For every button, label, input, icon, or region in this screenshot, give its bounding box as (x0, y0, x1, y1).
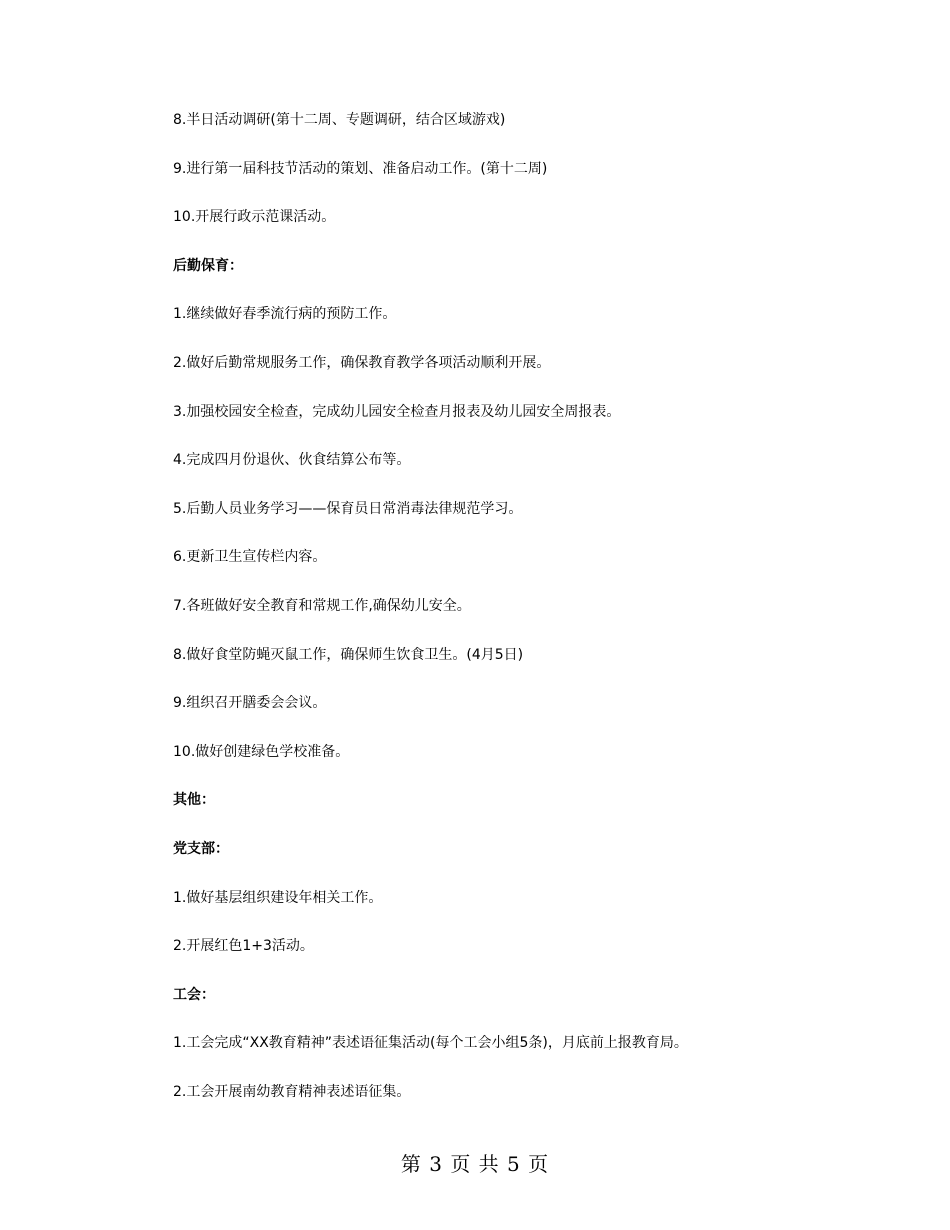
list-item: 5.后勤人员业务学习——保育员日常消毒法律规范学习。 (173, 500, 523, 517)
list-item: 1.工会完成“XX教育精神”表述语征集活动(每个工会小组5条)，月底前上报教育局。 (173, 1035, 688, 1052)
list-item: 2.做好后勤常规服务工作，确保教育教学各项活动顺利开展。 (173, 354, 551, 371)
list-item: 2.开展红色1+3活动。 (173, 938, 314, 955)
document-body (173, 108, 853, 1128)
list-item: 8.半日活动调研(第十二周、专题调研，结合区域游戏) (173, 112, 506, 128)
list-item: 10.做好创建绿色学校准备。 (173, 743, 350, 760)
section-heading: 党支部： (173, 840, 229, 857)
section-heading: 其他： (173, 792, 215, 809)
section-heading: 工会： (173, 986, 215, 1003)
list-item: 4.完成四月份退伙、伙食结算公布等。 (173, 452, 411, 469)
list-item: 1.继续做好春季流行病的预防工作。 (173, 306, 397, 323)
list-item: 1.做好基层组织建设年相关工作。 (173, 889, 383, 906)
list-item: 9.组织召开膳委会会议。 (173, 695, 327, 712)
list-item: 7.各班做好安全教育和常规工作,确保幼儿安全。 (173, 597, 471, 614)
section-heading: 后勤保育： (173, 257, 243, 274)
list-item: 10.开展行政示范课活动。 (173, 209, 336, 226)
list-item: 8.做好食堂防蝇灭鼠工作，确保师生饮食卫生。(4月5日) (173, 646, 524, 663)
list-item: 3.加强校园安全检查，完成幼儿园安全检查月报表及幼儿园安全周报表。 (173, 403, 621, 420)
list-item: 9.进行第一届科技节活动的策划、准备启动工作。(第十二周) (173, 160, 548, 177)
list-item: 6.更新卫生宣传栏内容。 (173, 549, 327, 566)
page-number-footer: 第 3 页 共 5 页 (400, 1152, 550, 1176)
list-item: 2.工会开展南幼教育精神表述语征集。 (173, 1083, 411, 1100)
